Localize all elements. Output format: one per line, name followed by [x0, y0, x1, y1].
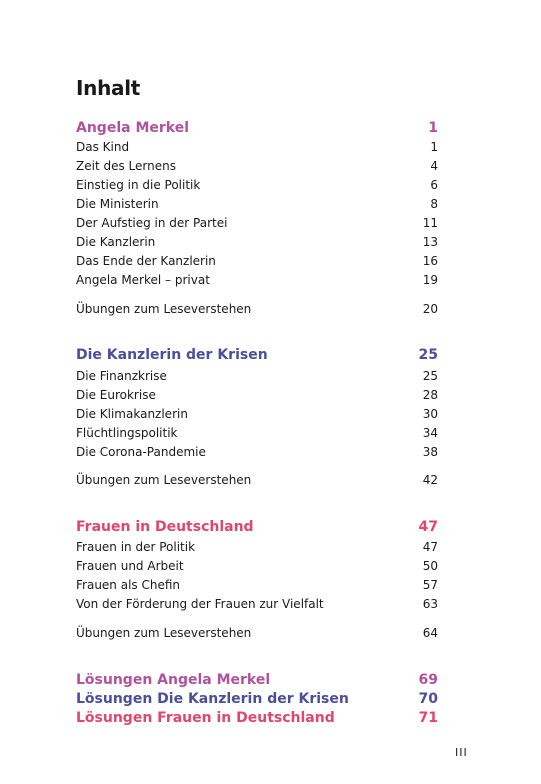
- toc-exercise-entry[interactable]: [76, 471, 438, 489]
- toc-entry[interactable]: [76, 157, 438, 175]
- toc-entry[interactable]: [76, 424, 438, 442]
- section-heading-kanzlerin-der-krisen[interactable]: [76, 345, 438, 365]
- toc-entry-page: 20: [422, 302, 438, 316]
- section-heading-page: 25: [418, 347, 438, 363]
- toc-entry-label: Flüchtlingspolitik: [76, 426, 178, 440]
- toc-entry[interactable]: [76, 443, 438, 461]
- toc-entry-page: 47: [422, 540, 438, 554]
- solutions-entry-label: Lösungen Die Kanzlerin der Krisen: [76, 691, 349, 707]
- toc-entry-label: Frauen in der Politik: [76, 540, 196, 554]
- toc-entry-label: Das Ende der Kanzlerin: [76, 254, 216, 268]
- solutions-entry-frauen-in-deutschland[interactable]: [76, 708, 438, 728]
- toc-entry-page: 57: [422, 578, 438, 592]
- toc-entry-label: Das Kind: [76, 140, 130, 154]
- solutions-entry-angela-merkel[interactable]: [76, 670, 438, 690]
- toc-entry-page: 28: [422, 388, 438, 402]
- toc-entry-label: Die Eurokrise: [76, 388, 156, 402]
- toc-exercise-entry[interactable]: [76, 300, 438, 318]
- toc-entry-page: 6: [430, 178, 438, 192]
- page-number: III: [455, 746, 468, 759]
- toc-entry-label: Die Klimakanzlerin: [76, 407, 188, 421]
- toc-entry-label: Einstieg in die Politik: [76, 178, 201, 192]
- toc-entry-page: 1: [430, 140, 438, 154]
- solutions-entry-label: Lösungen Frauen in Deutschland: [76, 710, 335, 726]
- toc-entry-page: 19: [422, 273, 438, 287]
- toc-entry[interactable]: [76, 595, 438, 613]
- toc-entry[interactable]: [76, 195, 438, 213]
- toc-entry-label: Angela Merkel – privat: [76, 273, 210, 287]
- toc-entry[interactable]: [76, 367, 438, 385]
- section-heading-label: Die Kanzlerin der Krisen: [76, 347, 268, 363]
- toc-entry-label: Von der Förderung der Frauen zur Vielfalt: [76, 597, 324, 611]
- toc-entry-page: 8: [430, 197, 438, 211]
- toc-entry-label: Der Aufstieg in der Partei: [76, 216, 228, 230]
- toc-exercise-entry[interactable]: [76, 624, 438, 642]
- toc-entry-page: 50: [422, 559, 438, 573]
- toc-entry[interactable]: [76, 214, 438, 232]
- section-heading-page: 1: [428, 120, 438, 136]
- toc-entry-page: 4: [430, 159, 438, 173]
- toc-entry-label: Übungen zum Leseverstehen: [76, 302, 252, 316]
- toc-entry-label: Übungen zum Leseverstehen: [76, 473, 252, 487]
- toc-entry-label: Zeit des Lernens: [76, 159, 176, 173]
- section-heading-frauen-in-deutschland[interactable]: [76, 517, 438, 537]
- section-heading-label: Angela Merkel: [76, 120, 189, 136]
- toc-entry[interactable]: [76, 557, 438, 575]
- toc-entry-label: Die Corona-Pandemie: [76, 445, 206, 459]
- page-title: Inhalt: [76, 76, 141, 100]
- toc-entry-page: 42: [422, 473, 438, 487]
- solutions-entry-page: 70: [418, 691, 438, 707]
- section-heading-angela-merkel[interactable]: [76, 118, 438, 138]
- toc-entry-page: 38: [422, 445, 438, 459]
- toc-entry[interactable]: [76, 405, 438, 423]
- toc-entry[interactable]: [76, 538, 438, 556]
- toc-entry[interactable]: [76, 233, 438, 251]
- toc-entry-page: 13: [422, 235, 438, 249]
- toc-entry-label: Die Kanzlerin: [76, 235, 156, 249]
- toc-entry-label: Frauen und Arbeit: [76, 559, 184, 573]
- toc-entry-page: 64: [422, 626, 438, 640]
- solutions-entry-label: Lösungen Angela Merkel: [76, 672, 271, 688]
- section-heading-page: 47: [418, 519, 438, 535]
- toc-entry-page: 63: [422, 597, 438, 611]
- toc-entry-label: Übungen zum Leseverstehen: [76, 626, 252, 640]
- toc-entry-page: 11: [422, 216, 438, 230]
- solutions-entry-page: 71: [418, 710, 438, 726]
- toc-entry-label: Frauen als Chefin: [76, 578, 181, 592]
- solutions-entry-page: 69: [418, 672, 438, 688]
- toc-entry[interactable]: [76, 138, 438, 156]
- toc-entry[interactable]: [76, 176, 438, 194]
- toc-entry-page: 16: [422, 254, 438, 268]
- toc-entry-page: 34: [422, 426, 438, 440]
- toc-entry[interactable]: [76, 252, 438, 270]
- toc-entry-label: Die Ministerin: [76, 197, 159, 211]
- toc-entry[interactable]: [76, 576, 438, 594]
- toc-entry-page: 30: [422, 407, 438, 421]
- toc-entry[interactable]: [76, 386, 438, 404]
- toc-entry[interactable]: [76, 271, 438, 289]
- toc-entry-page: 25: [422, 369, 438, 383]
- toc-entry-label: Die Finanzkrise: [76, 369, 167, 383]
- solutions-entry-kanzlerin-der-krisen[interactable]: [76, 689, 438, 709]
- section-heading-label: Frauen in Deutschland: [76, 519, 254, 535]
